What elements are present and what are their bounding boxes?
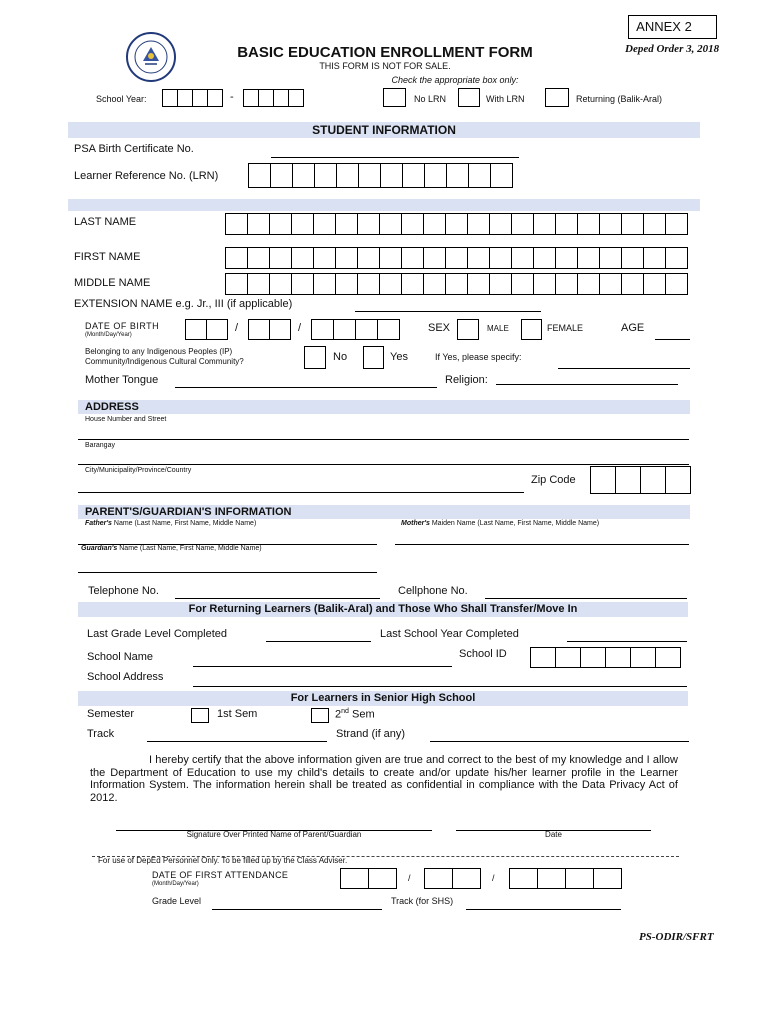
zip-code-cells[interactable] — [590, 466, 691, 494]
house-street-field[interactable] — [78, 439, 689, 440]
check-note: Check the appropriate box only: — [391, 75, 519, 85]
mother-name-label: Mother's Maiden Name (Last Name, First Name, Middle Name) — [401, 520, 600, 527]
address-title: ADDRESS — [85, 401, 139, 413]
zip-code-label: Zip Code — [531, 474, 576, 486]
ip-yes-checkbox[interactable] — [363, 346, 384, 369]
middle-name-label: MIDDLE NAME — [74, 277, 151, 289]
returning-checkbox[interactable] — [545, 88, 569, 107]
female-label: FEMALE — [547, 323, 584, 333]
mother-tongue-label: Mother Tongue — [85, 374, 159, 386]
dob-slash-2: / — [298, 322, 302, 334]
first-attendance-sub: (Month/Day/Year) — [152, 881, 199, 887]
dob-month-cells[interactable] — [185, 319, 228, 340]
telephone-field[interactable] — [175, 598, 380, 599]
track-shs-label: Track (for SHS) — [391, 896, 454, 906]
mother-tongue-field[interactable] — [175, 387, 437, 388]
religion-field[interactable] — [496, 384, 678, 385]
barangay-field[interactable] — [78, 464, 689, 465]
annex-label: ANNEX 2 — [636, 19, 692, 34]
cellphone-label: Cellphone No. — [398, 585, 468, 597]
psa-field[interactable] — [271, 157, 519, 158]
first-attendance-month[interactable] — [340, 868, 397, 889]
last-sy-label: Last School Year Completed — [380, 628, 519, 640]
form-title: BASIC EDUCATION ENROLLMENT FORM — [237, 44, 533, 61]
student-info-title: STUDENT INFORMATION — [312, 123, 456, 137]
dob-day-cells[interactable] — [248, 319, 291, 340]
strand-field[interactable] — [430, 741, 689, 742]
last-sy-field[interactable] — [567, 641, 687, 642]
school-year-start-cells[interactable] — [162, 89, 223, 107]
name-band — [68, 199, 700, 211]
sem2-checkbox[interactable] — [311, 708, 329, 723]
with-lrn-label: With LRN — [486, 94, 525, 104]
city-label: City/Municipality/Province/Country — [85, 467, 192, 474]
father-name-label: Father's Name (Last Name, First Name, Middle Name) — [85, 520, 257, 527]
male-checkbox[interactable] — [457, 319, 479, 340]
sem1-label: 1st Sem — [217, 708, 258, 720]
sex-label: SEX — [428, 322, 451, 334]
ip-specify-field[interactable] — [558, 368, 690, 369]
last-grade-label: Last Grade Level Completed — [87, 628, 228, 640]
cellphone-field[interactable] — [485, 598, 687, 599]
no-lrn-label: No LRN — [414, 94, 447, 104]
last-name-cells[interactable] — [225, 213, 688, 235]
dob-label: DATE OF BIRTH — [85, 321, 160, 331]
barangay-label: Barangay — [85, 442, 115, 449]
shs-title: For Learners in Senior High School — [290, 692, 476, 704]
track-field[interactable] — [147, 741, 327, 742]
deped-order: Deped Order 3, 2018 — [625, 43, 720, 55]
dob-sub-label: (Month/Day/Year) — [85, 332, 132, 338]
ip-specify-label: If Yes, please specify: — [435, 352, 522, 362]
first-attendance-label: DATE OF FIRST ATTENDANCE — [152, 870, 289, 880]
first-attendance-slash-1: / — [408, 873, 411, 883]
ip-yes-label: Yes — [390, 351, 408, 363]
first-name-cells[interactable] — [225, 247, 688, 269]
with-lrn-checkbox[interactable] — [458, 88, 480, 107]
last-grade-field[interactable] — [266, 641, 371, 642]
school-id-cells[interactable] — [530, 647, 681, 668]
date-label: Date — [545, 830, 562, 839]
telephone-label: Telephone No. — [88, 585, 159, 597]
deped-seal — [125, 31, 177, 83]
guardian-name-label: Guardian's Name (Last Name, First Name, Middle Name) — [81, 545, 262, 552]
ip-no-checkbox[interactable] — [304, 346, 326, 369]
religion-label: Religion: — [445, 374, 488, 386]
extension-name-field[interactable] — [355, 311, 541, 312]
semester-label: Semester — [87, 708, 135, 720]
signature-label: Signature Over Printed Name of Parent/Guardian — [186, 830, 362, 839]
school-year-dash: - — [230, 91, 234, 103]
sem2-label: 2nd Sem — [335, 708, 375, 721]
sem1-checkbox[interactable] — [191, 708, 209, 723]
no-lrn-checkbox[interactable] — [383, 88, 406, 107]
school-id-label: School ID — [459, 648, 507, 660]
form-code: PS-ODIR/SFRT — [639, 931, 714, 943]
school-year-end-cells[interactable] — [243, 89, 304, 107]
male-label: MALE — [487, 324, 509, 333]
ip-question-line-1: Belonging to any Indigenous Peoples (IP) — [85, 347, 233, 356]
school-address-field[interactable] — [193, 686, 687, 687]
certification-text: I hereby certify that the above information given are true and correct to the best of my knowledge and I allow the Department of Education to use my child's details to create and/or update his/her learner profile in the Learner Information System. The information herein shall be treated as confidential in compliance with the Data Privacy Act of 2012. — [90, 754, 678, 804]
lrn-cells[interactable] — [248, 163, 513, 188]
lrn-label: Learner Reference No. (LRN) — [74, 170, 219, 182]
first-attendance-year[interactable] — [509, 868, 622, 889]
guardian-name-field[interactable] — [78, 572, 377, 573]
age-field[interactable] — [655, 339, 690, 340]
grade-level-label: Grade Level — [152, 896, 202, 906]
school-year-label: School Year: — [96, 94, 147, 104]
house-street-label: House Number and Street — [85, 416, 167, 423]
female-checkbox[interactable] — [521, 319, 542, 340]
not-for-sale: THIS FORM IS NOT FOR SALE. — [319, 61, 451, 71]
first-name-label: FIRST NAME — [74, 251, 141, 263]
psa-label: PSA Birth Certificate No. — [74, 143, 194, 155]
extension-name-label: EXTENSION NAME e.g. Jr., III (if applicable) — [74, 298, 293, 310]
first-attendance-slash-2: / — [492, 873, 495, 883]
school-name-label: School Name — [87, 651, 154, 663]
address-band — [78, 400, 690, 414]
ip-question-line-2: Community/Indigenous Cultural Community? — [85, 357, 244, 366]
age-label: AGE — [621, 322, 645, 334]
parents-title: PARENT'S/GUARDIAN'S INFORMATION — [85, 506, 292, 518]
returning-title: For Returning Learners (Balik-Aral) and Those Who Shall Transfer/Move In — [188, 603, 578, 615]
strand-label: Strand (if any) — [336, 728, 406, 740]
grade-level-field[interactable] — [212, 909, 382, 910]
track-shs-field[interactable] — [466, 909, 621, 910]
last-name-label: LAST NAME — [74, 216, 137, 228]
ip-no-label: No — [333, 351, 348, 363]
school-name-field[interactable] — [193, 666, 452, 667]
school-address-label: School Address — [87, 671, 164, 683]
track-label: Track — [87, 728, 115, 740]
middle-name-cells[interactable] — [225, 273, 688, 295]
dob-slash-1: / — [235, 322, 239, 334]
returning-label: Returning (Balik-Aral) — [576, 94, 663, 104]
personnel-note: For use of DepEd Personnel Only. To be filled up by the Class Adviser. — [98, 856, 348, 865]
city-field[interactable] — [78, 492, 524, 493]
dob-year-cells[interactable] — [311, 319, 400, 340]
first-attendance-day[interactable] — [424, 868, 481, 889]
mother-name-field[interactable] — [395, 544, 689, 545]
